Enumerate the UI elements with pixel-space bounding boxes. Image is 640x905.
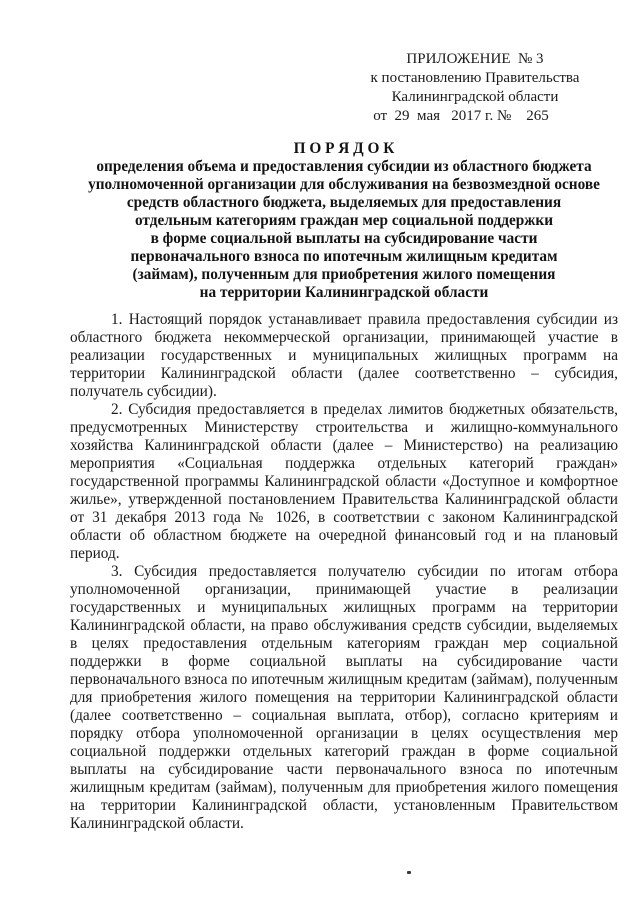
paragraph-1: 1. Настоящий порядок устанавливает правила предоставления субсидии из областного бюджета некоммерческой организации, принимающей участие в реализации государственных и муниципальных жилищных программ на территории Калининградской области (далее соответственно – субсидия, получатель субсидии). bbox=[70, 311, 618, 400]
appendix-header bbox=[330, 50, 620, 126]
paragraph-2: 2. Субсидия предоставляется в пределах лимитов бюджетных обязательств, предусмотренных Министерству строительства и жилищно-коммунального хозяйства Калининградской области (далее – Министерство) на реализацию мероприятия «Социальная поддержка отдельных категорий граждан» государственной программы Калининградской области «Доступное и комфортное жилье», утвержденной постановлением Правительства Калининградской области от 31 декабря 2013 года № 1026, в соответствии с законом Калининградской области об областном бюджете на очередной финансовый год и на плановый период. bbox=[70, 401, 618, 562]
title-line: средств областного бюджета, выделяемых для предоставления bbox=[126, 194, 562, 211]
document-title bbox=[70, 140, 618, 302]
title-line: на территории Калининградской области bbox=[199, 284, 489, 301]
title-line: в форме социальной выплаты на субсидирование части bbox=[150, 230, 538, 247]
appendix-reference-line: к постановлению Правительства bbox=[370, 70, 580, 86]
title-line: определения объема и предоставления субсидии из областного бюджета bbox=[96, 158, 592, 175]
document-body bbox=[70, 311, 618, 833]
title-line: П О Р Я Д О К bbox=[293, 140, 395, 157]
appendix-number: ПРИЛОЖЕНИЕ № 3 bbox=[406, 51, 544, 67]
scan-speck-artifact bbox=[407, 871, 411, 874]
appendix-region-line: Калининградской области bbox=[391, 89, 559, 105]
title-line: уполномоченной организации для обслуживания на безвозмездной основе bbox=[88, 176, 600, 193]
title-line: отдельным категориям граждан мер социальной поддержки bbox=[134, 212, 554, 229]
title-line: первоначального взноса по ипотечным жилищным кредитам bbox=[130, 248, 558, 265]
appendix-date-line: от 29 мая 2017 г. № 265 bbox=[373, 108, 549, 124]
paragraph-3: 3. Субсидия предоставляется получателю субсидии по итогам отбора уполномоченной организации, принимающей участие в реализации государственных и муниципальных жилищных программ на территории Калининградской области, на право обслуживания средств субсидии, выделяемых в целях предоставления отдельным категориям граждан мер социальной поддержки в форме социальной выплаты на субсидирование части первоначального взноса по ипотечным жилищным кредитам (займам), полученным для приобретения жилого помещения на территории Калининградской области (далее соответственно – социальная выплата, отбор), согласно критериям и порядку отбора уполномоченной организации в целях осуществления мер социальной поддержки отдельных категорий граждан в форме социальной выплаты на субсидирование части первоначального взноса по ипотечным жилищным кредитам (займам), полученным для приобретения жилого помещения на территории Калининградской области, установленным Правительством Калининградской области. bbox=[70, 563, 618, 832]
title-line: (займам), полученным для приобретения жилого помещения bbox=[132, 266, 556, 283]
